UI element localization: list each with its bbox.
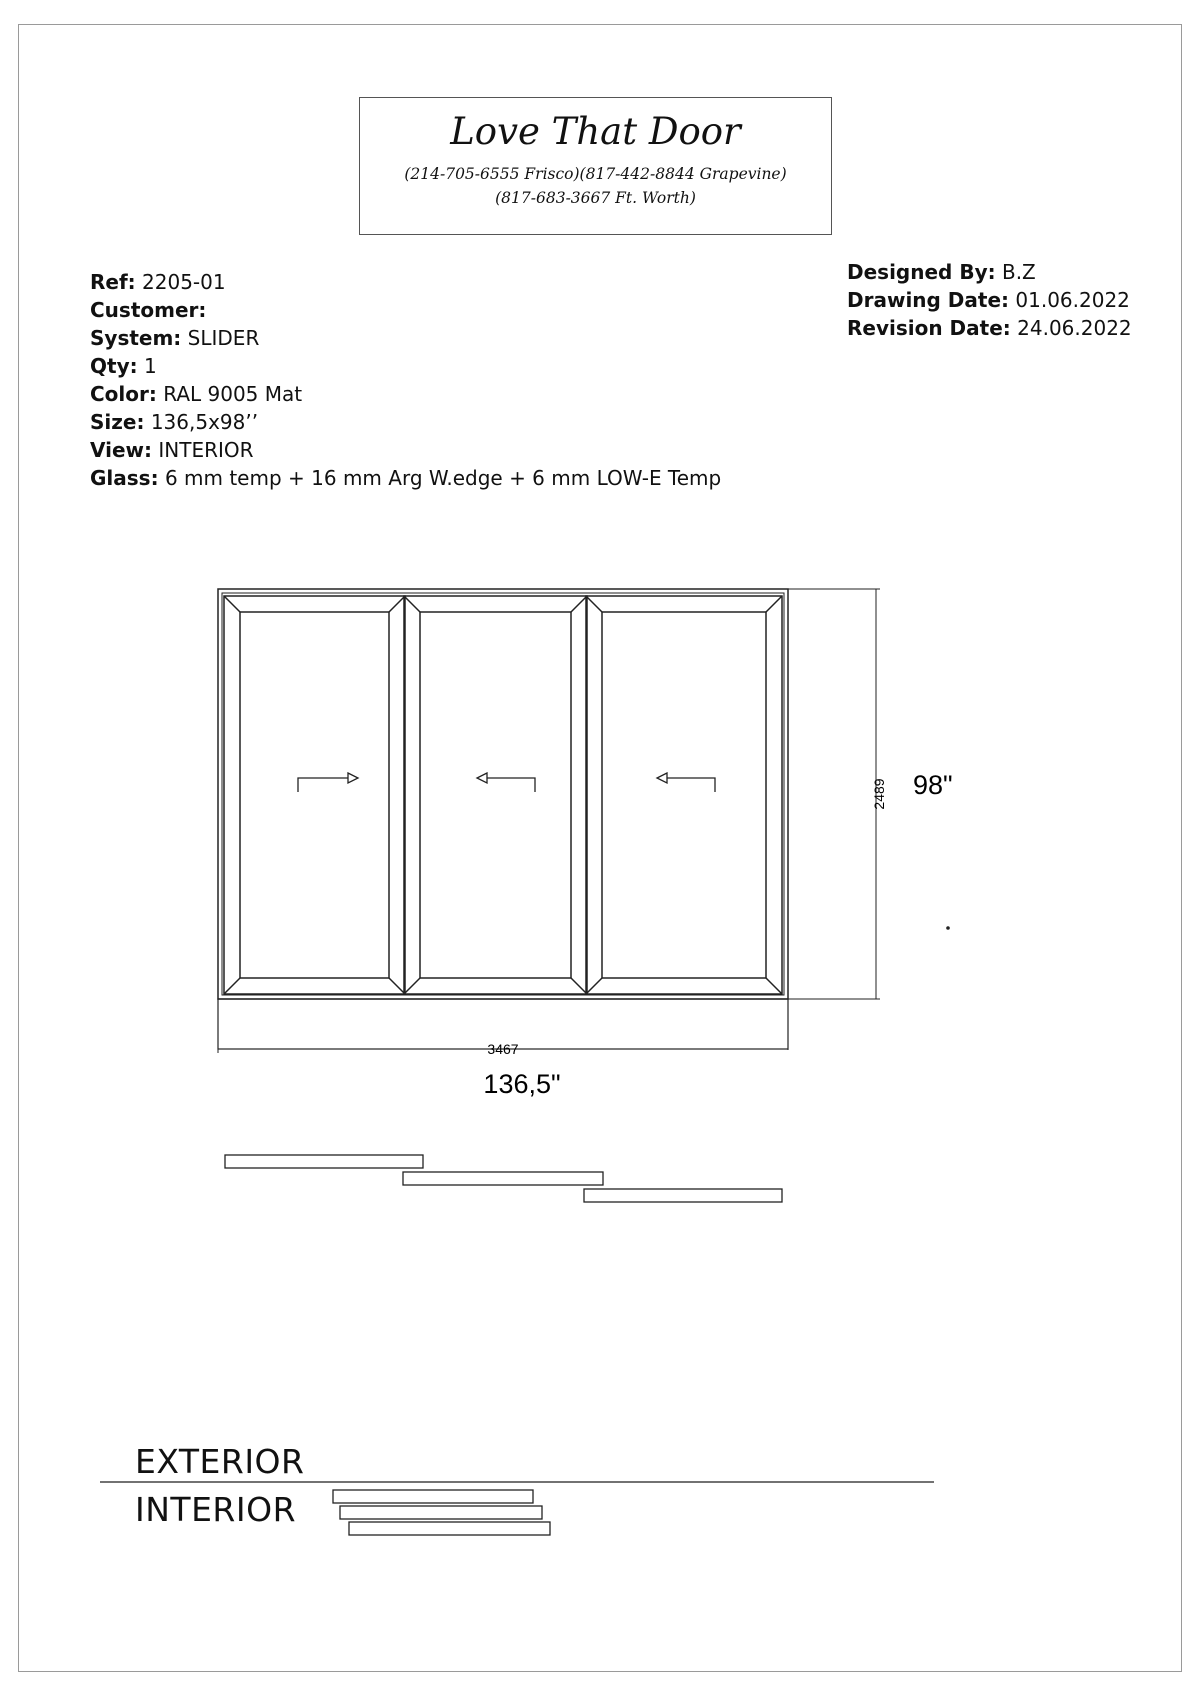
height-dimension bbox=[788, 589, 880, 999]
detail-label: Qty: bbox=[90, 354, 138, 378]
detail-value: SLIDER bbox=[187, 326, 260, 350]
meta-label: Drawing Date: bbox=[847, 288, 1010, 312]
outer-frame bbox=[218, 589, 788, 999]
company-name: Love That Door bbox=[450, 110, 741, 153]
dot-mark bbox=[946, 926, 950, 930]
panel-1 bbox=[224, 596, 405, 994]
door-frame bbox=[218, 589, 788, 1049]
arrow-left-icon bbox=[657, 773, 715, 792]
arrow-right-icon bbox=[298, 773, 358, 792]
detail-label: Ref: bbox=[90, 270, 136, 294]
phones-line-2: (817-683-3667 Ft. Worth) bbox=[495, 189, 696, 207]
phones-line-1: (214-705-6555 Frisco)(817-442-8844 Grapevine) bbox=[404, 165, 787, 183]
detail-value: INTERIOR bbox=[158, 438, 254, 462]
meta-label: Designed By: bbox=[847, 260, 996, 284]
detail-label: View: bbox=[90, 438, 153, 462]
panel-3 bbox=[586, 596, 782, 994]
detail-value: 6 mm temp + 16 mm Arg W.edge + 6 mm LOW-E Temp bbox=[164, 466, 722, 490]
width-mm-label: 3467 bbox=[487, 1041, 519, 1057]
inner-frame bbox=[222, 593, 784, 995]
detail-label: Glass: bbox=[90, 466, 159, 490]
exterior-label: EXTERIOR bbox=[135, 1442, 305, 1481]
legend-tracks bbox=[333, 1490, 550, 1535]
meta-label: Revision Date: bbox=[847, 316, 1011, 340]
detail-value: 1 bbox=[143, 354, 157, 378]
detail-value: RAL 9005 Mat bbox=[163, 382, 303, 406]
plan-view bbox=[225, 1155, 782, 1202]
meta-value: 24.06.2022 bbox=[1017, 316, 1132, 340]
height-in-label: 98" bbox=[913, 770, 953, 800]
height-mm-label: 2489 bbox=[871, 778, 887, 810]
arrow-left-icon bbox=[477, 773, 535, 792]
width-in-label: 136,5" bbox=[483, 1069, 561, 1099]
meta-value: 01.06.2022 bbox=[1015, 288, 1130, 312]
interior-label: INTERIOR bbox=[135, 1490, 296, 1529]
detail-label: Customer: bbox=[90, 298, 207, 322]
detail-label: System: bbox=[90, 326, 182, 350]
meta-value: B.Z bbox=[1001, 260, 1036, 284]
detail-value: 136,5x98’’ bbox=[150, 410, 259, 434]
detail-label: Color: bbox=[90, 382, 157, 406]
detail-label: Size: bbox=[90, 410, 145, 434]
panel-2 bbox=[404, 596, 587, 994]
detail-value: 2205-01 bbox=[142, 270, 226, 294]
